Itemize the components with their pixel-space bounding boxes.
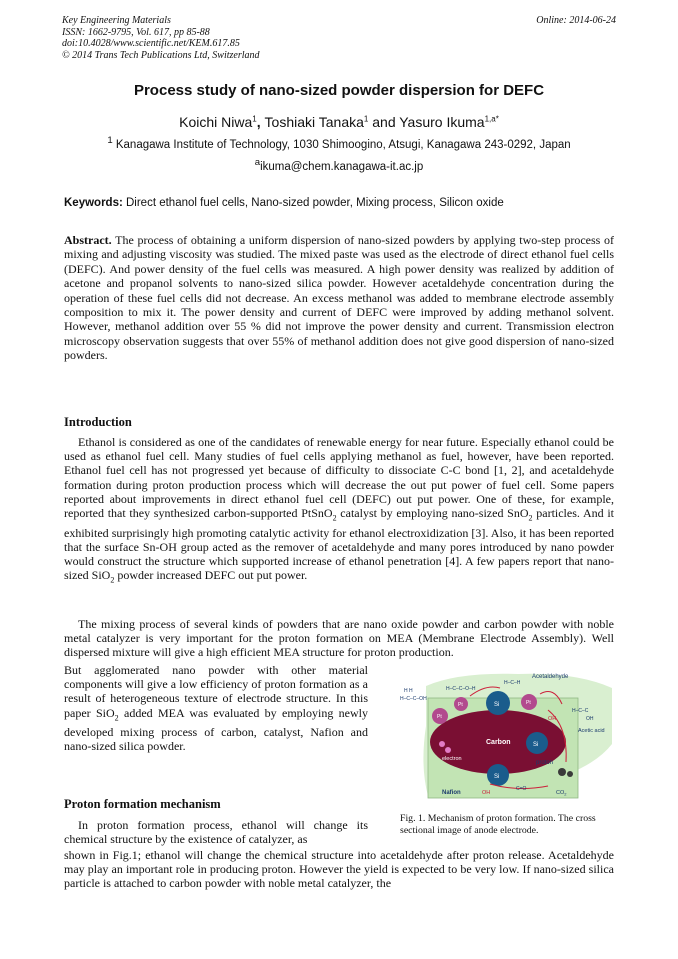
label-oh: OH (482, 790, 491, 796)
proton-paragraph-start: In proton formation process, ethanol will change its chemical structure by the existence of catalyzer, as (64, 818, 368, 847)
paper-title: Process study of nano-sized powder dispersion for DEFC (133, 82, 545, 99)
label-carbon: Carbon (486, 739, 511, 746)
keywords-text: Direct ethanol fuel cells, Nano-sized powder, Mixing process, Silicon oxide (122, 197, 504, 209)
label-si: Si (533, 742, 539, 748)
intro-text: Ethanol is considered as one of the candidates of renewable energy for near future. Especially ethanol could be used as ethanol fuel cell. Many studies of fuel cells applying methanol as fuel, however, have been reported. Ethanol fuel cell has not progressed yet because of difficulty to dissociate C-C bond [1, 2], and acetaldehyde formation during proton production process which will decrease the out put power of fuel cell. Some papers reported about improvements in direct ethanol fuel cell (DEFC) out put power. One of these, for example, reported that they synthesized carbon-supported PtSnO (64, 435, 614, 521)
author-name: Koichi Niwa (179, 114, 253, 130)
figure-1-diagram (398, 666, 620, 802)
email-sup: a (254, 157, 261, 169)
section-heading-introduction: Introduction (64, 415, 132, 429)
subscript: 2 (528, 513, 533, 523)
label-acetic-acid: Acetic acid (578, 728, 605, 734)
introduction-paragraph-1 (64, 435, 614, 588)
label-si: Si (494, 774, 500, 780)
label-co2: $CO_2$ (556, 790, 567, 797)
author-sup: 1 (252, 114, 257, 124)
author-separator: and (368, 114, 400, 130)
structure-ethanol: H–C–C–O–H (446, 686, 476, 692)
section-heading-proton-formation: Proton formation mechanism (64, 797, 221, 811)
author-name: Toshiaki Tanaka (264, 114, 364, 130)
copyright: © 2014 Trans Tech Publications Ltd, Switzerland (62, 49, 260, 61)
intro-text: But agglomerated nano powder with other material components will give a low efficiency of proton formation as a result of heterogeneous texture of electrode structure. In this paper SiO (64, 663, 368, 720)
author-sup: 1,a* (484, 114, 499, 124)
author-sup: 1 (363, 114, 369, 124)
author-list (0, 114, 678, 130)
label-pt: Pt (437, 714, 442, 720)
affiliation (0, 135, 678, 151)
structure-h: H H (404, 688, 413, 694)
proton-paragraph-continued: shown in Fig.1; ethanol will change the chemical structure into acetaldehyde after proton release. Acetaldehyde may play an important role in producing proton. However the yield is expected to be very low. If nano-sized silica particle is attached to carbon powder with noble metal catalyzer, the (64, 848, 614, 891)
subscript: 2 (114, 713, 119, 722)
introduction-paragraph-2: The mixing process of several kinds of powders that are nano oxide powder and carbon powder with noble metal catalyzer is very important for the proton formation on MEA (Membrane Electrode Assembly). Well dispersed mixture will give a high efficient MEA structure for proton production. (64, 617, 614, 660)
label-acetaldehyde: Acetaldehyde (532, 674, 569, 680)
subscript: 2 (332, 513, 337, 523)
label-c-eq-o: C=O (516, 786, 527, 792)
affiliation-text: Kanagawa Institute of Technology, 1030 Shimoogino, Atsugi, Kanagawa 243-0292, Japan (112, 139, 571, 151)
author-name: Yasuro Ikuma (399, 114, 485, 130)
intro-text: particles. And it exhibited surprisingly high promoting catalytic activity for ethanol electroxidization [3]. Also, it has been reported that the surface Sn-OH group acted as the remover of acetaldehyde and many pores introduced by nano powder would construct the structure which supported increase of ethanol penetration [4]. A few papers report that nano-sized SiO (64, 506, 615, 583)
email[interactable] (0, 157, 678, 173)
label-nafion: Nafion (442, 790, 461, 796)
keywords (64, 197, 620, 209)
structure-acid: H–C–C (572, 708, 589, 714)
intro-text: powder increased DEFC out put power. (114, 568, 308, 583)
introduction-paragraph-3 (64, 663, 368, 754)
email-address[interactable]: ikuma@chem.kanagawa-it.ac.jp (260, 161, 424, 173)
abstract-text: The process of obtaining a uniform dispersion of nano-sized powders by applying two-step process of mixing and adjusting viscosity was studied. The mixed paste was used as the electrode of direct ethanol fuel cells (DEFC). And power density of the fuel cells was measured. A high power density was realized by addition of acetone and propanol solvents to nano-sized silica powder. However acetaldehyde concentration during the operation of these fuel cells did not decrease. An excess methanol was added to membrane electrode assembly composition to mix it. The power density and current of DEFC were improved by adding methanol solvent. However, methanol addition over 55 % did not improve the power density and current. Transmission electron microscopy observation suggests that over 55% of methanol addition does not give good dispersion of nano-sized powders. (64, 233, 614, 363)
label-pt: Pt (526, 700, 531, 706)
structure-h: H–C–H (504, 680, 521, 686)
author-separator: , (256, 114, 265, 130)
structure-ethanol: H–C–C–OH (400, 696, 427, 702)
issn: ISSN: 1662-9795, Vol. 617, pp 85-88 (62, 26, 210, 38)
intro-text: added MEA was evaluated by employing newly developed mixing process of carbon, catalyst, Nafion and nano-sized silica powder. (64, 705, 368, 754)
label-proton: proton (536, 760, 554, 766)
intro-text: catalyst by employing nano-sized SnO (336, 506, 529, 521)
subscript: 2 (110, 575, 115, 585)
online-date: Online: 2014-06-24 (536, 15, 616, 26)
label-si: Si (494, 702, 500, 708)
label-pt: Pt (458, 702, 463, 708)
label-electron: electron (442, 756, 462, 762)
keywords-label: Keywords: (64, 197, 123, 209)
affiliation-sup: 1 (107, 135, 113, 147)
doi: doi:10.4028/www.scientific.net/KEM.617.85 (62, 38, 240, 49)
abstract-label: Abstract. (64, 233, 112, 247)
abstract (64, 233, 614, 363)
figure-1-caption: Fig. 1. Mechanism of proton formation. The cross sectional image of anode electrode. (400, 813, 596, 836)
label-oh: OH (548, 716, 557, 722)
journal-header (62, 15, 616, 61)
structure-oh: OH (586, 716, 594, 722)
journal-name: Key Engineering Materials (62, 15, 171, 26)
